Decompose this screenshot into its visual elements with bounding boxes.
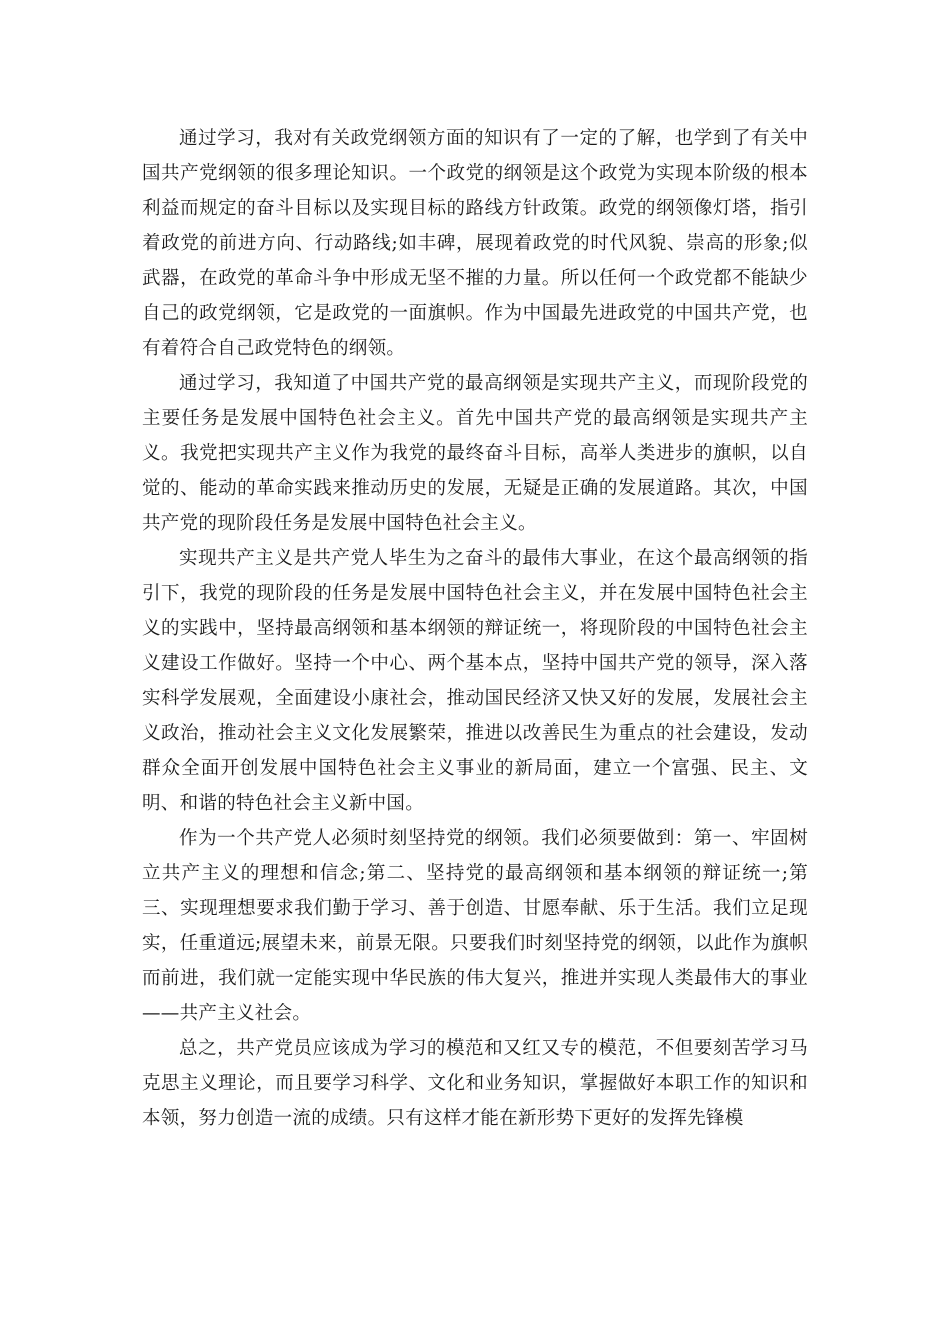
paragraph-2: 通过学习，我知道了中国共产党的最高纲领是实现共产主义，而现阶段党的主要任务是发展中国特色社会主义。首先中国共产党的最高纲领是实现共产主义。我党把实现共产主义作为我党的最终奋斗目标，高举人类进步的旗帜，以自觉的、能动的革命实践来推动历史的发展，无疑是正确的发展道路。其次，中国共产党的现阶段任务是发展中国特色社会主义。 <box>142 373 808 534</box>
document-body <box>142 121 808 1136</box>
paragraph-3: 实现共产主义是共产党人毕生为之奋斗的最伟大事业，在这个最高纲领的指引下，我党的现阶段的任务是发展中国特色社会主义，并在发展中国特色社会主义的实践中，坚持最高纲领和基本纲领的辩证统一，将现阶段的中国特色社会主义建设工作做好。坚持一个中心、两个基本点，坚持中国共产党的领导，深入落实科学发展观，全面建设小康社会，推动国民经济又快又好的发展，发展社会主义政治，推动社会主义文化发展繁荣，推进以改善民生为重点的社会建设，发动群众全面开创发展中国特色社会主义事业的新局面，建立一个富强、民主、文明、和谐的特色社会主义新中国。 <box>142 548 808 814</box>
paragraph-1: 通过学习，我对有关政党纲领方面的知识有了一定的了解，也学到了有关中国共产党纲领的很多理论知识。一个政党的纲领是这个政党为实现本阶级的根本利益而规定的奋斗目标以及实现目标的路线方针政策。政党的纲领像灯塔，指引着政党的前进方向、行动路线;如丰碑，展现着政党的时代风貌、崇高的形象;似武器，在政党的革命斗争中形成无坚不摧的力量。所以任何一个政党都不能缺少自己的政党纲领，它是政党的一面旗帜。作为中国最先进政党的中国共产党，也有着符合自己政党特色的纲领。 <box>142 128 808 359</box>
paragraph-5: 总之，共产党员应该成为学习的模范和又红又专的模范，不但要刻苦学习马克思主义理论，而且要学习科学、文化和业务知识，掌握做好本职工作的知识和本领，努力创造一流的成绩。只有这样才能在新形势下更好的发挥先锋模 <box>142 1038 808 1129</box>
paragraph-4: 作为一个共产党人必须时刻坚持党的纲领。我们必须要做到：第一、牢固树立共产主义的理想和信念;第二、坚持党的最高纲领和基本纲领的辩证统一;第三、实现理想要求我们勤于学习、善于创造、甘愿奉献、乐于生活。我们立足现实，任重道远;展望未来，前景无限。只要我们时刻坚持党的纲领，以此作为旗帜而前进，我们就一定能实现中华民族的伟大复兴，推进并实现人类最伟大的事业——共产主义社会。 <box>142 828 808 1024</box>
